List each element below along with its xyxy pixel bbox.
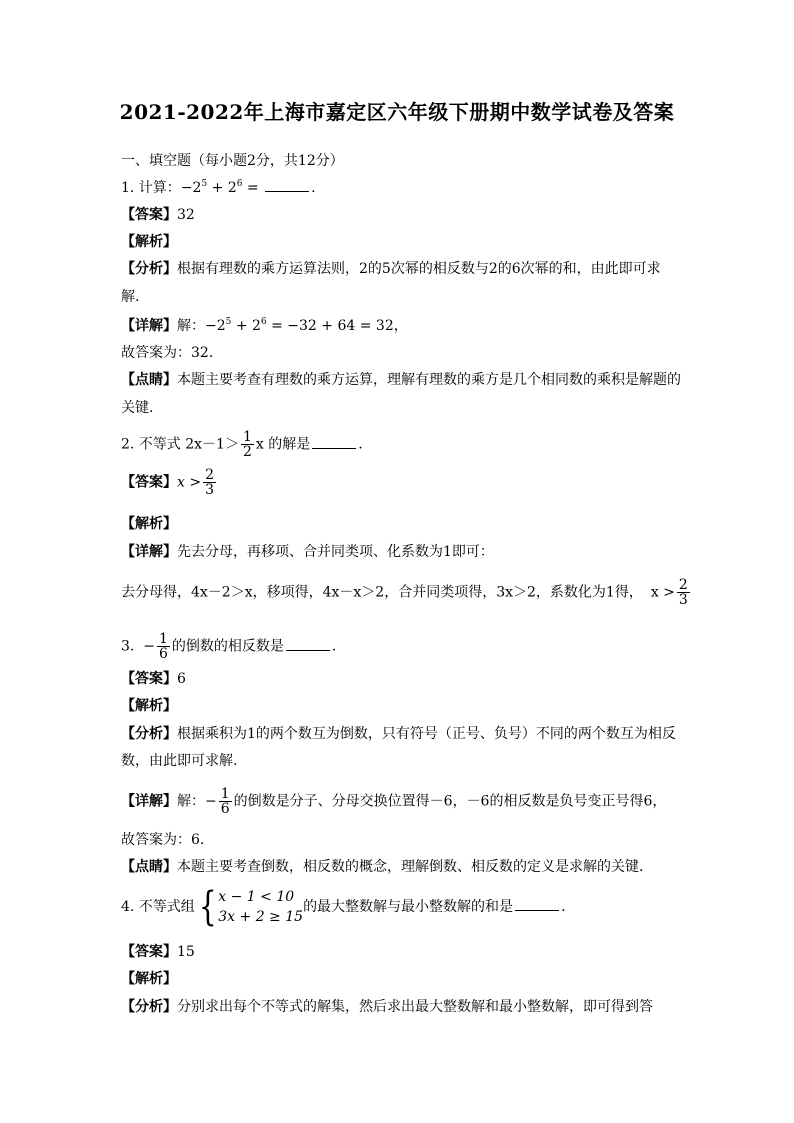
- inequality-system: x − 1 < 10 3x + 2 ≥ 15: [218, 889, 304, 925]
- question-1: 1. 计算：$-2^5 + 2^6$ = .: [121, 179, 316, 196]
- q3-analysis-label: 【解析】: [121, 698, 177, 714]
- q1-dianjing-cont: 关键.: [121, 400, 154, 416]
- fraction: $\frac{2}{3}$: [205, 467, 214, 498]
- q4-fenxi: 【分析】分别求出每个不等式的解集，然后求出最大整数解和最小整数解，即可得到答: [121, 999, 653, 1015]
- q3-dianjing: 【点睛】本题主要考查倒数，相反数的概念，理解倒数、相反数的定义是求解的关键.: [121, 859, 644, 875]
- q3-answer: 【答案】6: [121, 671, 186, 687]
- q1-detail: 【详解】解：$-2^5 + 2^6 = -32 + 64 = 32$，: [121, 317, 408, 334]
- q1-prefix: 1. 计算：: [121, 180, 181, 196]
- brace: {: [198, 884, 217, 930]
- q3-fenxi: 【分析】根据乘积为1的两个数互为倒数，只有符号（正号、负号）不同的两个数互为相反: [121, 726, 676, 742]
- q1-fenxi: 【分析】根据有理数的乘方运算法则，2的5次幂的相反数与2的6次幂的和，由此即可求: [121, 261, 661, 277]
- q3-fenxi-cont: 数，由此即可求解.: [121, 753, 238, 769]
- q3-conclusion: 故答案为：6.: [121, 832, 205, 848]
- question-3: 3. − $\frac{1}{6}$ 的倒数的相反数是 .: [121, 631, 337, 662]
- q2-detail: 【详解】先去分母，再移项、合并同类项、化系数为1即可：: [121, 544, 494, 560]
- q1-dianjing: 【点睛】本题主要考查有理数的乘方运算，理解有理数的乘方是几个相同数的乘积是解题的: [121, 372, 681, 388]
- q2-steps: 去分母得，4x－2＞x，移项得，4x－x＞2，合并同类项得，3x＞2，系数化为1得， x > $\frac{2}{3}$: [121, 577, 688, 608]
- fraction: $\frac{1}{6}$: [159, 631, 168, 662]
- q3-detail: 【详解】解：− $\frac{1}{6}$ 的倒数是分子、分母交换位置得－6，－6的相反数是负号变正号得6，: [121, 786, 667, 817]
- question-4: 4. 不等式组{ x − 1 < 10 3x + 2 ≥ 15 的最大整数解与最小整数解的和是 .: [121, 884, 566, 930]
- q2-answer: 【答案】x > $\frac{2}{3}$: [121, 467, 214, 498]
- q4-answer: 【答案】15: [121, 944, 195, 960]
- q1-conclusion: 故答案为：32.: [121, 345, 214, 361]
- question-2: 2. 不等式 2x－1＞ $\frac{1}{2}$ x 的解是 .: [121, 429, 363, 460]
- page-title: 2021-2022年上海市嘉定区六年级下册期中数学试卷及答案: [119, 100, 675, 124]
- answer-blank: [265, 179, 309, 192]
- section-heading: 一、填空题（每小题2分，共12分）: [121, 153, 344, 169]
- fraction: $\frac{2}{3}$: [678, 577, 688, 608]
- answer-blank: [286, 638, 330, 651]
- q1-analysis-label: 【解析】: [121, 234, 177, 250]
- answer-blank: [312, 436, 356, 449]
- fraction: $\frac{1}{2}$: [242, 429, 252, 460]
- fraction: $\frac{1}{6}$: [220, 786, 230, 817]
- q1-answer: 【答案】32: [121, 207, 195, 223]
- q4-analysis-label: 【解析】: [121, 971, 177, 987]
- q1-expr: $-2^5 + 2^6$ =: [180, 179, 264, 196]
- answer-blank: [515, 898, 559, 911]
- q1-fenxi-cont: 解.: [121, 289, 140, 305]
- q2-analysis-label: 【解析】: [121, 516, 177, 532]
